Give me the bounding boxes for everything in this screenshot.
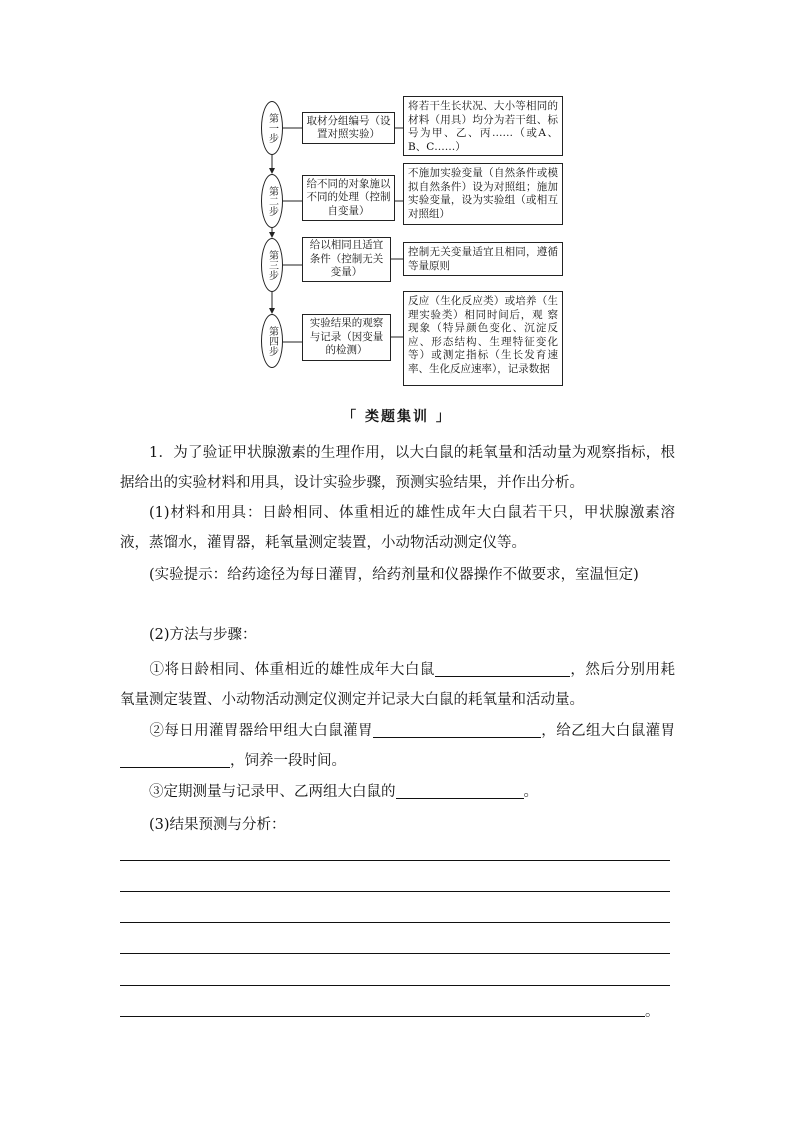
step-2-label: 第二步 (266, 186, 278, 216)
step-3-label: 第三步 (266, 250, 278, 280)
answer-line-3[interactable] (120, 922, 670, 923)
step-3-text-b: 。 (523, 784, 538, 800)
step-2-group-b-blank[interactable] (120, 751, 230, 768)
hint-text: (实验提示：给药途径为每日灌胃，给药剂量和仪器操作不做要求，室温恒定) (149, 567, 639, 583)
methods-heading-text: (2)方法与步骤： (149, 627, 257, 643)
step-3-action: 给以相同且适宜条件（控制无关变量） (309, 239, 384, 279)
answer-line-4[interactable] (120, 953, 670, 954)
materials-text: (1)材料和用具：日龄相同、体重相近的雄性成年大白鼠若干只，甲状腺激素溶液，蒸馏水，灌胃器，耗氧量测定装置，小动物活动测定仪等。 (120, 505, 675, 551)
experiment-flowchart (0, 0, 794, 400)
question-intro (120, 438, 675, 498)
step-2-text-b: ，给乙组大白鼠灌胃 (540, 723, 676, 739)
results-heading (120, 810, 675, 840)
step-1-oval (261, 101, 283, 155)
step-2-action-box (302, 175, 395, 221)
step-4-detail: 反应（生化反应类）或培养（生理实验类）相同时间后，观 察现象（特异颜色变化、沉淀反应、形态结构、生理特征变化等）或测定指标（生长发育速率、生化反应速率），记录数据 (408, 295, 558, 375)
hint-paragraph (120, 560, 675, 590)
answer-line-1[interactable] (120, 860, 670, 861)
step-3-text-a: ③定期测量与记录甲、乙两组大白鼠的 (149, 784, 396, 800)
step-3-paragraph (120, 777, 675, 807)
step-2-group-a-blank[interactable] (373, 721, 541, 738)
final-period: 。 (645, 1004, 660, 1020)
step-3-oval (261, 238, 283, 292)
answer-line-6[interactable] (120, 1016, 645, 1017)
step-2-text-c: ，饲养一段时间。 (230, 753, 346, 769)
step-2-action: 给不同的对象施以不同的处理（控制自变量） (306, 177, 391, 217)
step-1-text-b: ，然后分别用耗氧量测定装置、小动物活动测定仪测定并记录大白鼠的耗氧量和活动量。 (120, 662, 676, 708)
step-4-oval (261, 314, 283, 368)
answer-line-2[interactable] (120, 891, 670, 892)
section-title: 「 类题集训 」 (342, 409, 452, 425)
step-3-detail-box (403, 242, 563, 276)
step-4-action-box (302, 314, 391, 361)
step-4-label: 第四步 (266, 326, 278, 356)
answer-line-5[interactable] (120, 985, 670, 986)
step-1-paragraph (120, 655, 675, 715)
step-2-paragraph (120, 716, 675, 776)
step-1-label: 第一步 (266, 113, 278, 143)
step-1-action: 取材分组编号（设置对照实验） (306, 114, 391, 140)
step-3-action-box (302, 237, 391, 282)
step-2-text-a: ②每日用灌胃器给甲组大白鼠灌胃 (149, 723, 373, 739)
step-4-detail-box (403, 291, 563, 386)
step-2-detail-box (403, 163, 563, 225)
step-4-action: 实验结果的观察与记录（因变量的检测） (309, 317, 384, 357)
methods-heading (120, 620, 675, 650)
results-heading-text: (3)结果预测与分析： (149, 817, 286, 833)
step-1-answer-blank[interactable] (435, 660, 570, 677)
step-1-action-box (302, 112, 395, 144)
step-2-detail: 不施加实验变量（自然条件或模拟自然条件）设为对照组；施加实验变量，设为实验组（或相互对照组） (408, 167, 558, 220)
step-2-oval (261, 174, 283, 228)
step-1-detail-box (403, 96, 563, 156)
step-1-text-a: ①将日龄相同、体重相近的雄性成年大白鼠 (149, 662, 435, 678)
step-3-answer-blank[interactable] (396, 782, 524, 799)
step-1-detail: 将若干生长状况、大小等相同的材料（用具）均分为若干组、标号为甲、乙、丙……（或A、B、C……） (408, 100, 558, 153)
step-3-detail: 控制无关变量适宜且相同，遵循等量原则 (408, 246, 558, 272)
flowchart-connectors (0, 0, 794, 400)
question-intro-text: 1．为了验证甲状腺激素的生理作用，以大白鼠的耗氧量和活动量为观察指标，根据给出的实验材料和用具，设计实验步骤，预测实验结果，并作出分析。 (120, 445, 675, 491)
materials-paragraph (120, 498, 675, 558)
